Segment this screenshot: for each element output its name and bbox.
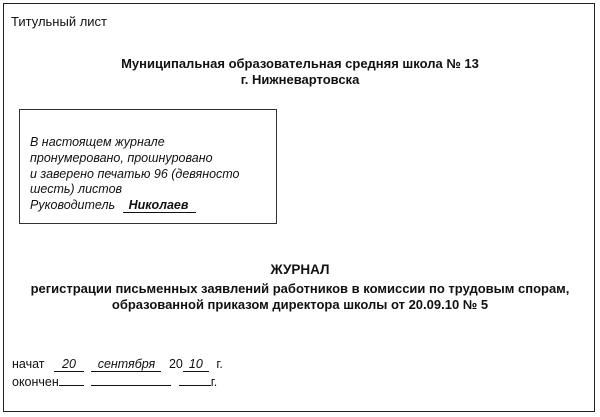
started-year: 10 xyxy=(183,358,209,372)
started-date-row xyxy=(12,357,223,372)
journal-subtitle: регистрации письменных заявлений работников в комиссии по трудовым спорам, xyxy=(30,281,570,296)
century-prefix: 20 xyxy=(168,357,183,371)
finished-month-blank xyxy=(91,374,171,386)
title-page-label: Титульный лист xyxy=(11,14,108,29)
started-month: сентября xyxy=(91,358,161,372)
finished-day-blank xyxy=(59,374,84,386)
certification-line: пронумеровано, прошнуровано xyxy=(30,151,213,165)
finished-year-blank xyxy=(179,374,211,386)
certification-line: шесть) листов xyxy=(30,182,123,196)
started-day: 20 xyxy=(54,358,84,372)
head-label: Руководитель xyxy=(30,198,116,212)
school-name: Муниципальная образовательная средняя школа № 13 xyxy=(121,56,479,71)
certification-line: В настоящем журнале xyxy=(30,135,165,149)
certification-line: и заверено печатью 96 (девяносто xyxy=(30,167,240,181)
started-label: начат xyxy=(12,357,45,371)
school-city: г. Нижневартовска xyxy=(240,72,360,87)
year-suffix: г. xyxy=(216,357,223,371)
journal-subtitle: образованной приказом директора школы от 20.09.10 № 5 xyxy=(111,297,489,312)
finished-suffix: г. xyxy=(210,375,218,389)
head-name: Николаев xyxy=(123,199,197,213)
finished-label: окончен xyxy=(12,375,59,389)
journal-title: ЖУРНАЛ xyxy=(270,262,330,277)
finished-date-row xyxy=(12,374,217,390)
head-signature-line xyxy=(30,198,196,213)
